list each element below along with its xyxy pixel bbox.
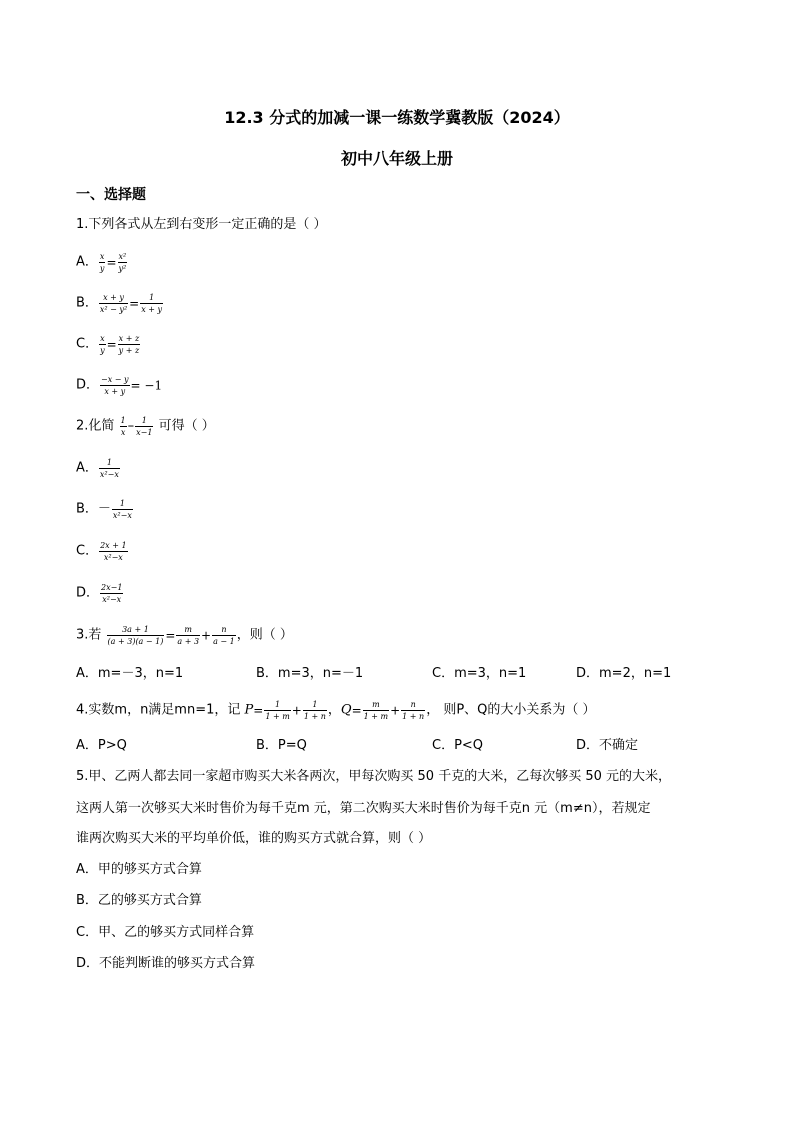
question-1-option-b: B． $\frac{x + y}{\text{x² − y²}}$ = $\frac{1}{x + y}$ <box>76 293 163 314</box>
question-2-option-d: D． $\frac{2x-1}{\text{x²−x}}$ <box>76 583 123 604</box>
question-1-option-a: A． $\frac{x}{y}$ = $\frac{\text{x²}}{\text{y²}}$ <box>76 252 127 273</box>
question-5-stem-line-3: 谁两次购买大米的平均单价低，谁的购买方式就合算，则（ ） <box>76 831 432 846</box>
page-title: 12.3 分式的加减一课一练数学冀教版（2024） <box>224 108 570 127</box>
question-4-option-a: A．P>Q <box>76 738 127 753</box>
question-2-option-a: A． $\frac{1}{\text{x²−x}}$ <box>76 458 119 479</box>
question-5-option-a: A．甲的够买方式合算 <box>76 862 202 877</box>
fraction: $\frac{1}{1 + n}$ <box>303 700 326 721</box>
fraction: $\frac{x}{y}$ <box>99 252 105 273</box>
question-1-option-d: D． $\frac{-x - y}{x + y}$ = −1 <box>76 375 163 396</box>
fraction: $\frac{1}{\text{x²−x}}$ <box>99 458 119 479</box>
fraction: $\frac{1}{x-1}$ <box>136 416 153 437</box>
question-2-option-b: B．－ $\frac{1}{\text{x²−x}}$ <box>76 499 132 520</box>
fraction: $\frac{x + z}{y + z}$ <box>118 334 140 355</box>
question-3-option-c: C．m=3，n=1 <box>432 666 527 681</box>
fraction: $\frac{1}{1 + m}$ <box>265 700 290 721</box>
question-5-option-d: D．不能判断谁的够买方式合算 <box>76 956 256 971</box>
question-1-stem: 1.下列各式从左到右变形一定正确的是（ ） <box>76 217 327 232</box>
fraction: $\frac{1}{\text{x²−x}}$ <box>112 499 132 520</box>
fraction: $\frac{n}{1 + n}$ <box>402 700 425 721</box>
question-4-stem: 4.实数m，n满足mn=1，记 P= $\frac{1}{1 + m}$ + $\frac{1}{1 + n}$ ，Q= $\frac{m}{1 + m}$ + $\frac{n}{1 + n}$ ， 则P、Q的大小关系为（ ） <box>76 700 596 721</box>
fraction: $\frac{x + y}{\text{x² − y²}}$ <box>99 293 128 314</box>
question-1-option-c: C． $\frac{x}{y}$ = $\frac{x + z}{y + z}$ <box>76 334 140 355</box>
question-3-stem: 3.若 $\frac{3a + 1}{(a + 3)(a - 1)}$ = $\frac{m}{a + 3}$ + $\frac{n}{a - 1}$ ，则（ ） <box>76 625 293 646</box>
question-4-option-d: D．不确定 <box>576 738 639 753</box>
question-3-option-b: B．m=3，n=－1 <box>256 666 364 681</box>
fraction: $\frac{-x - y}{x + y}$ <box>101 375 129 396</box>
fraction: $\frac{3a + 1}{(a + 3)(a - 1)}$ <box>107 625 164 646</box>
fraction: $\frac{1}{x}$ <box>120 416 126 437</box>
question-3-option-d: D．m=2，n=1 <box>576 666 672 681</box>
question-4-option-b: B．P=Q <box>256 738 307 753</box>
question-5-stem-line-2: 这两人第一次够买大米时售价为每千克m 元，第二次购买大米时售价为每千克n 元（m≠n），若规定 <box>76 801 651 816</box>
fraction: $\frac{n}{a - 1}$ <box>213 625 235 646</box>
question-4-option-c: C．P<Q <box>432 738 484 753</box>
fraction: $\frac{2x + 1}{\text{x²−x}}$ <box>100 541 127 562</box>
section-heading: 一、选择题 <box>76 187 146 203</box>
question-3-option-a: A．m=－3，n=1 <box>76 666 184 681</box>
question-5-option-b: B．乙的够买方式合算 <box>76 893 202 908</box>
question-5-stem-line-1: 5.甲、乙两人都去同一家超市购买大米各两次，甲每次购买 50 千克的大米，乙每次够买 50 元的大米， <box>76 769 672 784</box>
fraction: $\frac{m}{1 + m}$ <box>363 700 389 721</box>
fraction: $\frac{\text{x²}}{\text{y²}}$ <box>118 252 127 273</box>
fraction: $\frac{1}{x + y}$ <box>141 293 163 314</box>
fraction: $\frac{2x-1}{\text{x²−x}}$ <box>101 583 123 604</box>
question-5-option-c: C．甲、乙的够买方式同样合算 <box>76 925 255 940</box>
question-2-option-c: C． $\frac{2x + 1}{\text{x²−x}}$ <box>76 541 127 562</box>
page-subtitle: 初中八年级上册 <box>340 149 453 168</box>
fraction: $\frac{m}{a + 3}$ <box>177 625 200 646</box>
question-2-stem: 2.化简 $\frac{1}{x}$ – $\frac{1}{x-1}$ 可得（ ） <box>76 416 215 437</box>
fraction: $\frac{x}{y}$ <box>100 334 105 355</box>
